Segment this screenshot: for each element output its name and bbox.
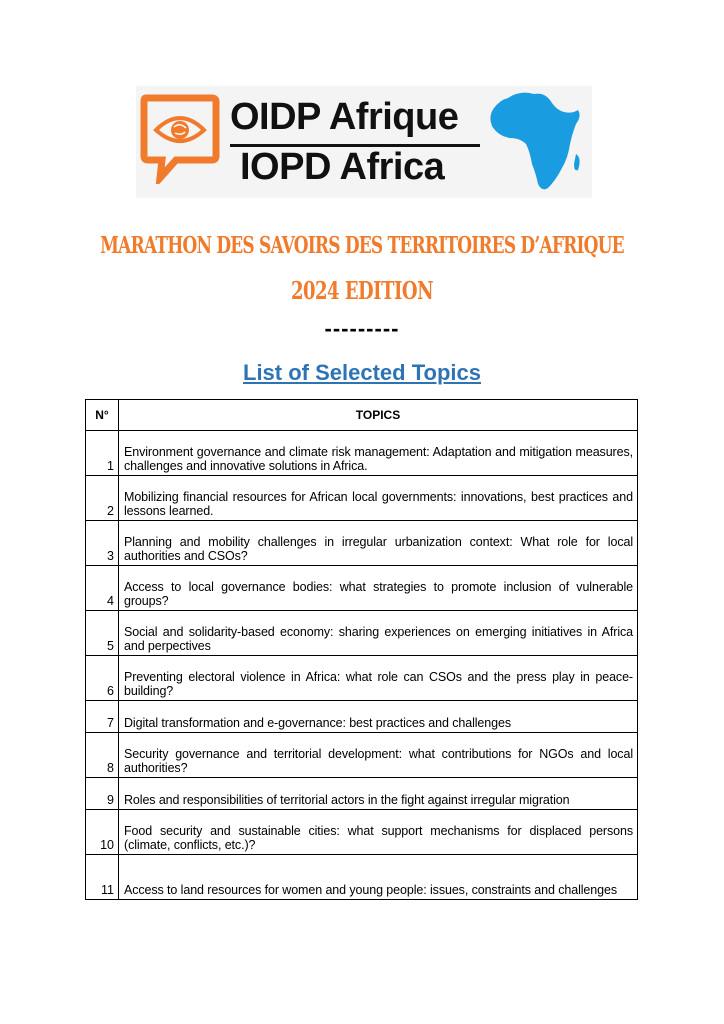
row-number: 2 — [86, 476, 119, 521]
row-topic: Access to land resources for women and young people: issues, constraints and challenges — [119, 855, 638, 900]
table-row — [86, 656, 638, 701]
logo-text-french: OIDP Afrique — [230, 96, 459, 138]
row-topic: Social and solidarity-based economy: sharing experiences on emerging initiatives in Africa and perpectives — [119, 611, 638, 656]
row-number: 4 — [86, 566, 119, 611]
row-number: 6 — [86, 656, 119, 701]
eye-speech-bubble-icon — [140, 94, 220, 184]
table-row — [86, 778, 638, 810]
row-topic: Security governance and territorial development: what contributions for NGOs and local authorities? — [119, 733, 638, 778]
table-row — [86, 611, 638, 656]
table-row — [86, 521, 638, 566]
header-topics: TOPICS — [119, 400, 638, 431]
table-row — [86, 476, 638, 521]
row-number: 11 — [86, 855, 119, 900]
table-row — [86, 431, 638, 476]
separator: --------- — [324, 316, 400, 341]
oidp-logo — [136, 86, 592, 198]
edition-title: 2024 EDITION — [290, 277, 434, 306]
row-topic: Access to local governance bodies: what strategies to promote inclusion of vulnerable groups? — [119, 566, 638, 611]
row-number: 3 — [86, 521, 119, 566]
row-number: 10 — [86, 810, 119, 855]
row-topic: Preventing electoral violence in Africa: what role can CSOs and the press play in peace-building? — [119, 656, 638, 701]
row-topic: Food security and sustainable cities: what support mechanisms for displaced persons (climate, conflicts, etc.)? — [119, 810, 638, 855]
row-topic: Digital transformation and e-governance: best practices and challenges — [119, 701, 638, 733]
row-number: 7 — [86, 701, 119, 733]
row-topic: Planning and mobility challenges in irregular urbanization context: What role for local authorities and CSOs? — [119, 521, 638, 566]
row-number: 9 — [86, 778, 119, 810]
table-row — [86, 810, 638, 855]
event-title: MARATHON DES SAVOIRS DES TERRITOIRES D’AFRIQUE — [100, 232, 624, 260]
row-number: 8 — [86, 733, 119, 778]
table-row — [86, 701, 638, 733]
list-title: List of Selected Topics — [243, 360, 481, 385]
header-number: N° — [86, 400, 119, 431]
row-number: 5 — [86, 611, 119, 656]
table-row — [86, 566, 638, 611]
africa-map-icon — [486, 88, 591, 196]
row-number: 1 — [86, 431, 119, 476]
table-row — [86, 855, 638, 900]
row-topic: Roles and responsibilities of territorial actors in the fight against irregular migration — [119, 778, 638, 810]
logo-text-english: IOPD Africa — [240, 146, 445, 188]
table-row — [86, 733, 638, 778]
row-topic: Environment governance and climate risk management: Adaptation and mitigation measures, challenges and innovative solutions in Africa. — [119, 431, 638, 476]
topics-table — [85, 399, 638, 900]
row-topic: Mobilizing financial resources for African local governments: innovations, best practices and lessons learned. — [119, 476, 638, 521]
